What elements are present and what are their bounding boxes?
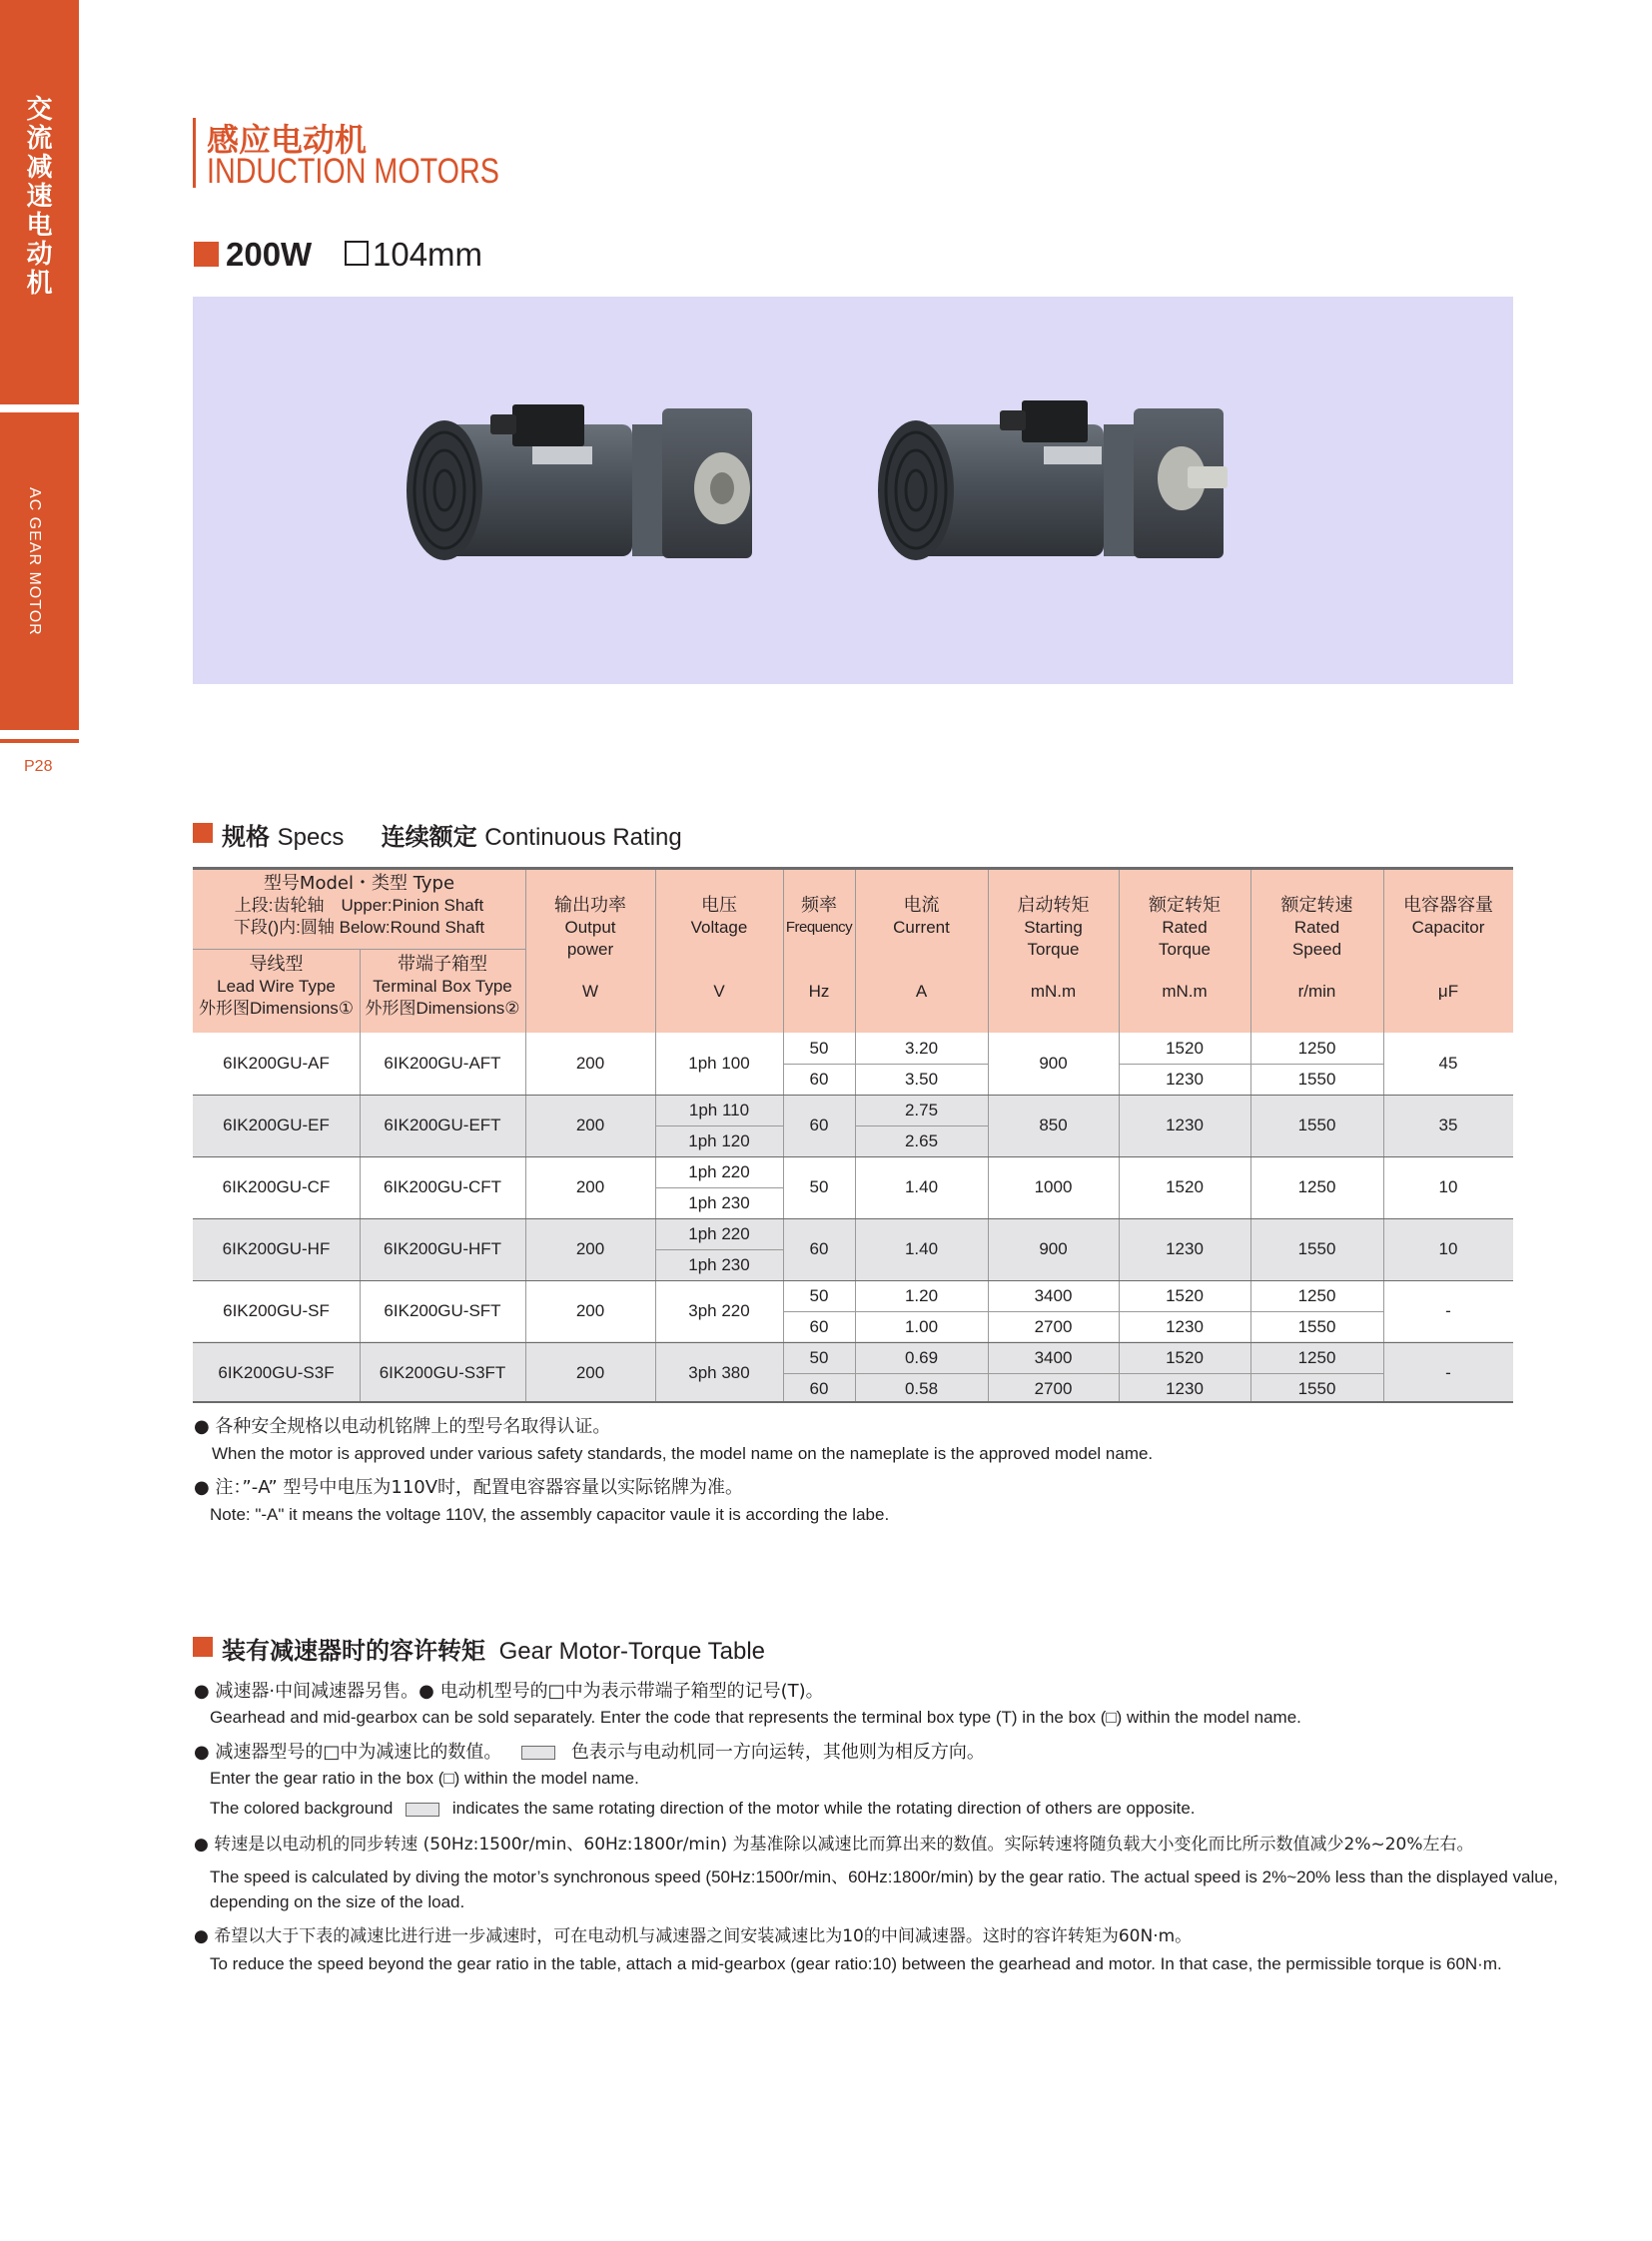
header-text: Torque bbox=[1159, 940, 1211, 959]
table-cell: - bbox=[1445, 1301, 1451, 1320]
table-cell: 900 bbox=[1039, 1239, 1068, 1258]
header-rated-torque bbox=[1119, 895, 1250, 961]
header-text: Starting bbox=[1024, 918, 1083, 937]
colored-background-swatch bbox=[521, 1746, 555, 1760]
torque-note: ● 希望以大于下表的减速比进行进一步减速时，可在电动机与减速器之间安装减速比为10的中间减速器。这时的容许转矩为60N·m。 bbox=[194, 1926, 1193, 1946]
table-cell: 35 bbox=[1438, 1116, 1458, 1134]
table-cell: 3ph 380 bbox=[688, 1363, 750, 1382]
table-cell: 1550 bbox=[1297, 1379, 1336, 1398]
torque-note: ● 减速器·中间减速器另售。● 电动机型号的□中为表示带端子箱型的记号(T)。 bbox=[194, 1681, 824, 1702]
page-title-en: INDUCTION MOTORS bbox=[207, 152, 499, 191]
cell-divider bbox=[783, 1311, 855, 1312]
header-output bbox=[525, 895, 655, 961]
header-text: 带端子箱型 bbox=[398, 954, 487, 975]
table-cell: 50 bbox=[809, 1286, 829, 1305]
table-cell: 200 bbox=[575, 1177, 605, 1196]
motor-pinion-shaft-image bbox=[878, 400, 1228, 560]
product-photo-panel bbox=[193, 297, 1513, 684]
table-cell: 200 bbox=[575, 1116, 605, 1134]
table-cell: 1550 bbox=[1297, 1116, 1336, 1134]
header-terminal-box bbox=[360, 954, 525, 1020]
table-cell: 1250 bbox=[1297, 1177, 1336, 1196]
table-cell: 200 bbox=[575, 1363, 605, 1382]
title-accent-bar bbox=[193, 118, 196, 188]
header-lead-wire bbox=[193, 954, 360, 1020]
square-flange-icon bbox=[345, 241, 369, 266]
table-cell: 1520 bbox=[1166, 1348, 1204, 1367]
table-cell: 1ph 230 bbox=[688, 1255, 750, 1274]
table-cell: 3.20 bbox=[904, 1039, 939, 1058]
cell-divider bbox=[1250, 1373, 1383, 1374]
table-cell: 1250 bbox=[1297, 1286, 1336, 1305]
table-cell: 50 bbox=[809, 1348, 829, 1367]
torque-note-text: The colored background bbox=[210, 1799, 394, 1818]
table-cell: 1.20 bbox=[904, 1286, 939, 1305]
header-text: Output bbox=[564, 918, 616, 937]
header-text: Rated bbox=[1162, 918, 1208, 937]
cell-divider bbox=[783, 1373, 855, 1374]
note-voltage-cn: ● 注：”-A” 型号中电压为110V时，配置电容器容量以实际铭牌为准。 bbox=[194, 1477, 744, 1498]
rating-title-cn: 连续额定 bbox=[381, 823, 477, 851]
torque-heading bbox=[222, 1631, 765, 1666]
note-safety-cn: ● 各种安全规格以电动机铭牌上的型号名取得认证。 bbox=[194, 1416, 611, 1437]
unit-output: W bbox=[581, 982, 599, 1001]
table-cell: 1550 bbox=[1297, 1239, 1336, 1258]
torque-title-cn: 装有减速器时的容许转矩 bbox=[222, 1637, 485, 1665]
flange-size: 104mm bbox=[373, 236, 483, 273]
table-cell: 1.00 bbox=[904, 1317, 939, 1336]
table-cell: 10 bbox=[1438, 1239, 1458, 1258]
table-cell: 2.65 bbox=[904, 1131, 939, 1150]
torque-note: Enter the gear ratio in the box (□) within the model name. bbox=[210, 1769, 639, 1788]
table-cell: 1ph 120 bbox=[688, 1131, 750, 1150]
torque-note bbox=[210, 1799, 1196, 1819]
table-cell: 50 bbox=[809, 1039, 829, 1058]
torque-note: The speed is calculated by diving the motor’s synchronous speed (50Hz:1500r/min、60Hz:1800r/min) by the gear ratio. The actual speed is 2%~20% less than the displayed value, bbox=[210, 1868, 1558, 1886]
table-cell: 6IK200GU-EFT bbox=[384, 1116, 501, 1134]
table-cell: 60 bbox=[809, 1317, 829, 1336]
header-text: Speed bbox=[1291, 940, 1342, 959]
table-cell: 1230 bbox=[1166, 1070, 1204, 1089]
cell-divider bbox=[1250, 1311, 1383, 1312]
header-text: 输出功率 bbox=[554, 895, 626, 916]
unit-frequency: Hz bbox=[808, 982, 830, 1001]
side-divider bbox=[0, 739, 79, 743]
table-cell: 3.50 bbox=[904, 1070, 939, 1089]
table-cell: 3400 bbox=[1034, 1348, 1073, 1367]
torque-note bbox=[194, 1738, 985, 1764]
table-cell: 6IK200GU-SFT bbox=[384, 1301, 501, 1320]
table-cell: 200 bbox=[575, 1054, 605, 1073]
cell-divider bbox=[988, 1311, 1119, 1312]
grid-line bbox=[360, 1033, 361, 1401]
table-cell: 6IK200GU-SF bbox=[223, 1301, 330, 1320]
table-cell: 50 bbox=[809, 1177, 829, 1196]
table-cell: 6IK200GU-S3F bbox=[218, 1363, 335, 1382]
torque-note: To reduce the speed beyond the gear ratio in the table, attach a mid-gearbox (gear ratio:10) between the gearhead and motor. In that case, the permissible torque is 60N·m. bbox=[210, 1954, 1502, 1973]
cell-divider bbox=[655, 1125, 783, 1126]
table-cell: 200 bbox=[575, 1301, 605, 1320]
header-text: 额定转矩 bbox=[1149, 895, 1221, 916]
section-marker bbox=[193, 823, 213, 843]
unit-starting-torque: mN.m bbox=[1030, 982, 1077, 1001]
unit-capacitor: μF bbox=[1437, 982, 1459, 1001]
table-cell: 1230 bbox=[1166, 1317, 1204, 1336]
unit-rated-speed: r/min bbox=[1297, 982, 1336, 1001]
unit-voltage: V bbox=[713, 982, 725, 1001]
table-cell: 3400 bbox=[1034, 1286, 1073, 1305]
table-cell: - bbox=[1445, 1363, 1451, 1382]
cell-divider bbox=[655, 1249, 783, 1250]
cell-divider bbox=[855, 1311, 988, 1312]
row-divider bbox=[193, 1342, 1513, 1343]
table-cell: 2.75 bbox=[904, 1101, 939, 1120]
table-cell: 1ph 220 bbox=[688, 1162, 750, 1181]
cell-divider bbox=[1250, 1064, 1383, 1065]
header-starting-torque bbox=[988, 895, 1119, 961]
header-text: 电容器容量 bbox=[1403, 895, 1493, 916]
torque-note: Gearhead and mid-gearbox can be sold separately. Enter the code that represents the terminal box type (T) in the box (□) within the model name. bbox=[210, 1708, 1301, 1727]
cell-divider bbox=[988, 1373, 1119, 1374]
header-text: power bbox=[566, 940, 614, 959]
table-cell: 0.69 bbox=[904, 1348, 939, 1367]
table-cell: 1250 bbox=[1297, 1348, 1336, 1367]
side-category-en: AC GEAR MOTOR bbox=[26, 487, 43, 636]
cell-divider bbox=[855, 1064, 988, 1065]
header-text: 启动转矩 bbox=[1017, 895, 1090, 916]
header-text: 外形图Dimensions① bbox=[198, 999, 355, 1018]
table-cell: 200 bbox=[575, 1239, 605, 1258]
table-cell: 6IK200GU-AFT bbox=[384, 1054, 501, 1073]
table-cell: 1ph 230 bbox=[688, 1193, 750, 1212]
table-cell: 10 bbox=[1438, 1177, 1458, 1196]
motor-photos bbox=[193, 297, 1513, 684]
table-cell: 6IK200GU-S3FT bbox=[379, 1363, 506, 1382]
cell-divider bbox=[1119, 1311, 1250, 1312]
header-text: 导线型 bbox=[249, 954, 304, 975]
table-cell: 6IK200GU-AF bbox=[223, 1054, 330, 1073]
table-cell: 1550 bbox=[1297, 1317, 1336, 1336]
torque-note: ● 转速是以电动机的同步转速 (50Hz:1500r/min、60Hz:1800r/min) 为基准除以减速比而算出来的数值。实际转速将随负载大小变化而比所示数值减少2%~20%左右。 bbox=[194, 1835, 1474, 1855]
grid-line bbox=[193, 949, 525, 950]
torque-note-text: ● 减速器型号的□中为减速比的数值。 bbox=[194, 1742, 502, 1763]
page-title-cn: 感应电动机 bbox=[207, 121, 368, 159]
table-cell: 1.40 bbox=[904, 1239, 939, 1258]
row-divider bbox=[193, 1095, 1513, 1096]
section-marker bbox=[194, 242, 219, 267]
row-divider bbox=[193, 1156, 1513, 1157]
cell-divider bbox=[783, 1064, 855, 1065]
motor-round-shaft-image bbox=[407, 404, 752, 560]
torque-note-text: 色表示与电动机同一方向运转，其他则为相反方向。 bbox=[570, 1742, 985, 1763]
header-model-line: 下段()内:圆轴 Below:Round Shaft bbox=[233, 918, 485, 937]
cell-divider bbox=[1119, 1373, 1250, 1374]
header-capacitor bbox=[1383, 895, 1513, 939]
header-model-line: 型号Model・类型 Type bbox=[263, 873, 455, 894]
table-cell: 1000 bbox=[1034, 1177, 1073, 1196]
table-cell: 1ph 100 bbox=[688, 1054, 750, 1073]
table-cell: 2700 bbox=[1034, 1317, 1073, 1336]
table-cell: 1520 bbox=[1166, 1039, 1204, 1058]
note-safety-en: When the motor is approved under various safety standards, the model name on the nameplate is the approved model name. bbox=[212, 1444, 1154, 1463]
note-voltage-en: Note: "-A" it means the voltage 110V, the assembly capacitor vaule it is according the labe. bbox=[210, 1505, 890, 1524]
cell-divider bbox=[655, 1187, 783, 1188]
table-cell: 6IK200GU-HFT bbox=[383, 1239, 502, 1258]
table-cell: 3ph 220 bbox=[688, 1301, 750, 1320]
header-text: 额定转速 bbox=[1280, 895, 1353, 916]
table-cell: 850 bbox=[1039, 1116, 1068, 1134]
header-text: Torque bbox=[1027, 940, 1080, 959]
header-text: 电压 bbox=[701, 895, 737, 916]
header-text: Frequency bbox=[785, 919, 853, 936]
table-cell: 1250 bbox=[1297, 1039, 1336, 1058]
table-cell: 6IK200GU-HF bbox=[222, 1239, 331, 1258]
table-cell: 60 bbox=[809, 1379, 829, 1398]
header-text: Rated bbox=[1293, 918, 1340, 937]
table-cell: 1.40 bbox=[904, 1177, 939, 1196]
table-bottom-rule bbox=[193, 1401, 1513, 1403]
table-cell: 900 bbox=[1039, 1054, 1068, 1073]
grid-line bbox=[1383, 870, 1384, 1401]
side-category-cn: 交 流 减 速 电 动 机 bbox=[26, 95, 53, 299]
header-text: Terminal Box Type bbox=[373, 977, 512, 996]
table-cell: 6IK200GU-CF bbox=[222, 1177, 331, 1196]
table-cell: 1520 bbox=[1166, 1177, 1204, 1196]
cell-divider bbox=[855, 1125, 988, 1126]
table-cell: 1230 bbox=[1166, 1239, 1204, 1258]
page-number: P28 bbox=[24, 758, 53, 775]
header-text: 电流 bbox=[903, 895, 940, 916]
torque-note-text: indicates the same rotating direction of the motor while the rotating direction of others are opposite. bbox=[451, 1799, 1196, 1818]
table-cell: 1550 bbox=[1297, 1070, 1336, 1089]
header-model-line: 上段:齿轮轴 Upper:Pinion Shaft bbox=[234, 896, 484, 915]
unit-current: A bbox=[915, 982, 928, 1001]
table-cell: 1520 bbox=[1166, 1286, 1204, 1305]
table-cell: 60 bbox=[809, 1070, 829, 1089]
cell-divider bbox=[855, 1373, 988, 1374]
table-cell: 60 bbox=[809, 1116, 829, 1134]
row-divider bbox=[193, 1280, 1513, 1281]
header-text: Capacitor bbox=[1411, 918, 1485, 937]
header-text: 外形图Dimensions② bbox=[365, 999, 520, 1018]
cell-divider bbox=[1119, 1064, 1250, 1065]
unit-rated-torque: mN.m bbox=[1162, 982, 1208, 1001]
rating-title-en: Continuous Rating bbox=[484, 824, 682, 851]
header-text: Lead Wire Type bbox=[217, 977, 336, 996]
table-cell: 1ph 110 bbox=[688, 1101, 750, 1120]
specs-title-en: Specs bbox=[277, 824, 345, 851]
header-frequency bbox=[783, 895, 855, 939]
header-text: 频率 bbox=[801, 895, 837, 916]
section-marker bbox=[193, 1637, 213, 1657]
table-cell: 2700 bbox=[1034, 1379, 1073, 1398]
header-rated-speed bbox=[1250, 895, 1383, 961]
header-current bbox=[855, 895, 988, 939]
colored-background-swatch bbox=[406, 1803, 439, 1817]
specs-heading bbox=[222, 817, 682, 852]
row-divider bbox=[193, 1218, 1513, 1219]
header-model bbox=[193, 873, 525, 939]
torque-note: depending on the size of the load. bbox=[210, 1892, 465, 1911]
table-cell: 6IK200GU-EF bbox=[223, 1116, 330, 1134]
header-text: Voltage bbox=[690, 918, 748, 937]
table-cell: 0.58 bbox=[904, 1379, 939, 1398]
power-rating: 200W bbox=[226, 236, 313, 273]
table-cell: 1230 bbox=[1166, 1116, 1204, 1134]
header-text: Current bbox=[893, 918, 950, 937]
table-cell: 1ph 220 bbox=[688, 1224, 750, 1243]
table-cell: 60 bbox=[809, 1239, 829, 1258]
header-voltage bbox=[655, 895, 783, 939]
specs-title-cn: 规格 bbox=[222, 823, 270, 851]
table-cell: 45 bbox=[1438, 1054, 1458, 1073]
torque-title-en: Gear Motor-Torque Table bbox=[498, 1638, 765, 1665]
table-cell: 6IK200GU-CFT bbox=[383, 1177, 502, 1196]
table-cell: 1230 bbox=[1166, 1379, 1204, 1398]
